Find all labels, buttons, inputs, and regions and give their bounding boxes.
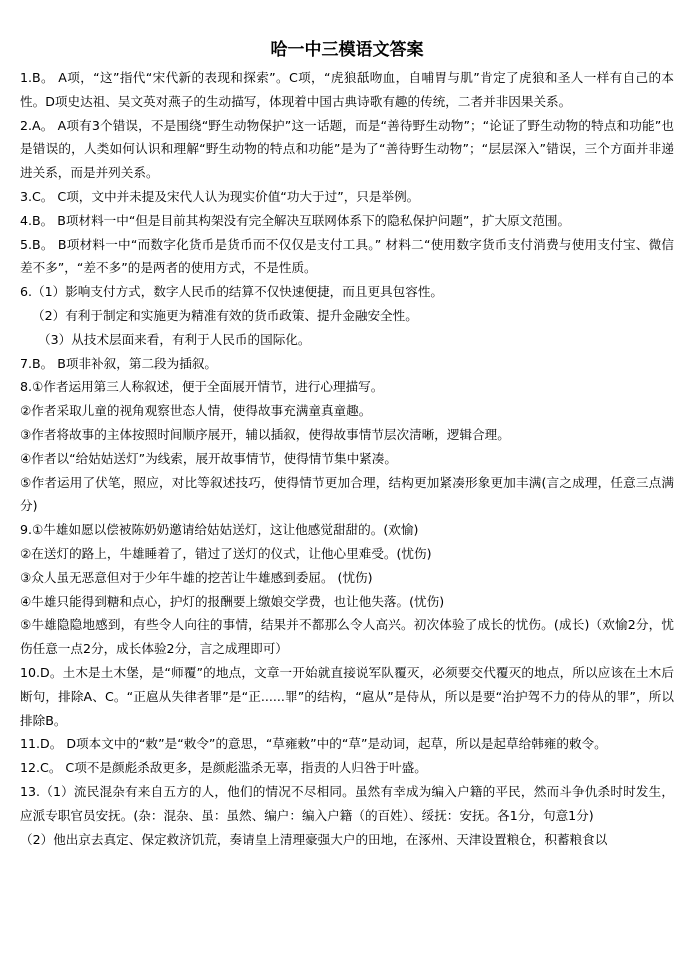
answer-paragraph: 9.①牛雄如愿以偿被陈奶奶邀请给姑姑送灯，这让他感觉甜甜的。(欢愉) — [20, 522, 419, 538]
answer-paragraph: ③众人虽无恶意但对于少年牛雄的挖苦让牛雄感到委屈。 (忧伤) — [20, 569, 373, 585]
answer-paragraph: ④作者以“给姑姑送灯”为线索，展开故事情节，使得情节集中紧凑。 — [20, 450, 397, 466]
answer-paragraph: 3.C。 C项，文中并未提及宋代人认为现实价值“功大于过”，只是举例。 — [20, 188, 420, 204]
answer-body — [20, 66, 674, 851]
answer-paragraph: 1.B。 A项，“这”指代“宋代新的表现和探索”。C项，“虎狼舐吻血，自哺胃与肌”肯定了虎狼和圣人一样有自己的本性。D项史达祖、吴文英对燕子的生动描写，体现着中国古典诗歌有趣的传统，二者并非因果关系。 — [20, 70, 674, 109]
answer-paragraph: 2.A。 A项有3个错误，不是围绕“野生动物保护”这一话题，而是“善待野生动物”；“论证了野生动物的特点和功能”也是错误的，人类如何认识和理解“野生动物的特点和功能”是为了“善待野生动物”；“层层深入”错误，三个方面并非递进关系，而是并列关系。 — [20, 117, 674, 181]
answer-paragraph: （2）有利于制定和实施更为精准有效的货币政策、提升金融安全性。 — [32, 307, 418, 323]
answer-paragraph: 4.B。 B项材料一中“但是目前其构架没有完全解决互联网体系下的隐私保护问题”，扩大原文范围。 — [20, 212, 571, 228]
answer-paragraph: ②作者采取儿童的视角观察世态人情，使得故事充满童真童趣。 — [20, 403, 372, 419]
answer-paragraph: 13.（1）流民混杂有来自五方的人，他们的情况不尽相同。虽然有幸成为编入户籍的平民，然而斗争仇杀时时发生，应派专职官员安抚。(杂：混杂、虽：虽然、编户：编入户籍（的百姓）、绥抚：安抚。各1分，句意1分) — [20, 783, 674, 823]
answer-paragraph: 7.B。 B项非补叙，第二段为插叙。 — [20, 355, 218, 371]
answer-paragraph: 8.①作者运用第三人称叙述，便于全面展开情节，进行心理描写。 — [20, 379, 384, 395]
answer-paragraph: ②在送灯的路上，牛雄睡着了，错过了送灯的仪式，让他心里难受。(忧伤) — [20, 545, 432, 561]
answer-paragraph: ③作者将故事的主体按照时间顺序展开，辅以插叙，使得故事情节层次清晰，逻辑合理。 — [20, 426, 510, 442]
answer-paragraph: ④牛雄只能得到糖和点心，护灯的报酬要上缴娘交学费，也让他失落。(忧伤) — [20, 593, 445, 609]
document-title: 哈一中三模语文答案 — [270, 40, 424, 60]
answer-paragraph: 11.D。 D项本文中的“敕”是“敕令”的意思，“草雍敕”中的“草”是动词，起草，所以是起草给韩雍的敕令。 — [20, 736, 607, 752]
answer-paragraph: （3）从技术层面来看，有利于人民币的国际化。 — [38, 331, 311, 347]
answer-paragraph: 5.B。 B项材料一中“而数字化货币是货币而不仅仅是支付工具。” 材料二“使用数字货币支付消费与使用支付宝、微信差不多”，“差不多”的是两者的使用方式，不是性质。 — [20, 236, 674, 276]
answer-paragraph: ⑤作者运用了伏笔，照应，对比等叙述技巧，使得情节更加合理，结构更加紧凑形象更加丰满(言之成理，任意三点满分) — [20, 474, 674, 514]
answer-paragraph: ⑤牛雄隐隐地感到，有些令人向往的事情，结果并不都那么令人高兴。初次体验了成长的忧伤。(成长)（欢愉2分，忧伤任意一点2分，成长体验2分，言之成理即可） — [20, 617, 674, 657]
answer-paragraph: 10.D。土木是土木堡，是“师覆”的地点，文章一开始就直接说军队覆灭，必须要交代覆灭的地点，所以应该在土木后断句，排除A、C。“正扈从失律者罪”是“正......罪”的结构，“扈从”是侍从，所以是要“治护驾不力的侍从的罪”，所以排除B。 — [20, 664, 674, 728]
answer-paragraph: （2）他出京去真定、保定救济饥荒，奏请皇上清理豪强大户的田地，在涿州、天津设置粮仓，积蓄粮食以 — [20, 831, 608, 847]
answer-paragraph: 12.C。 C项不是颜彪杀敌更多，是颜彪滥杀无辜，指责的人归咎于叶盛。 — [20, 760, 427, 776]
answer-paragraph: 6.（1）影响支付方式，数字人民币的结算不仅快速便捷，而且更具包容性。 — [20, 284, 444, 300]
